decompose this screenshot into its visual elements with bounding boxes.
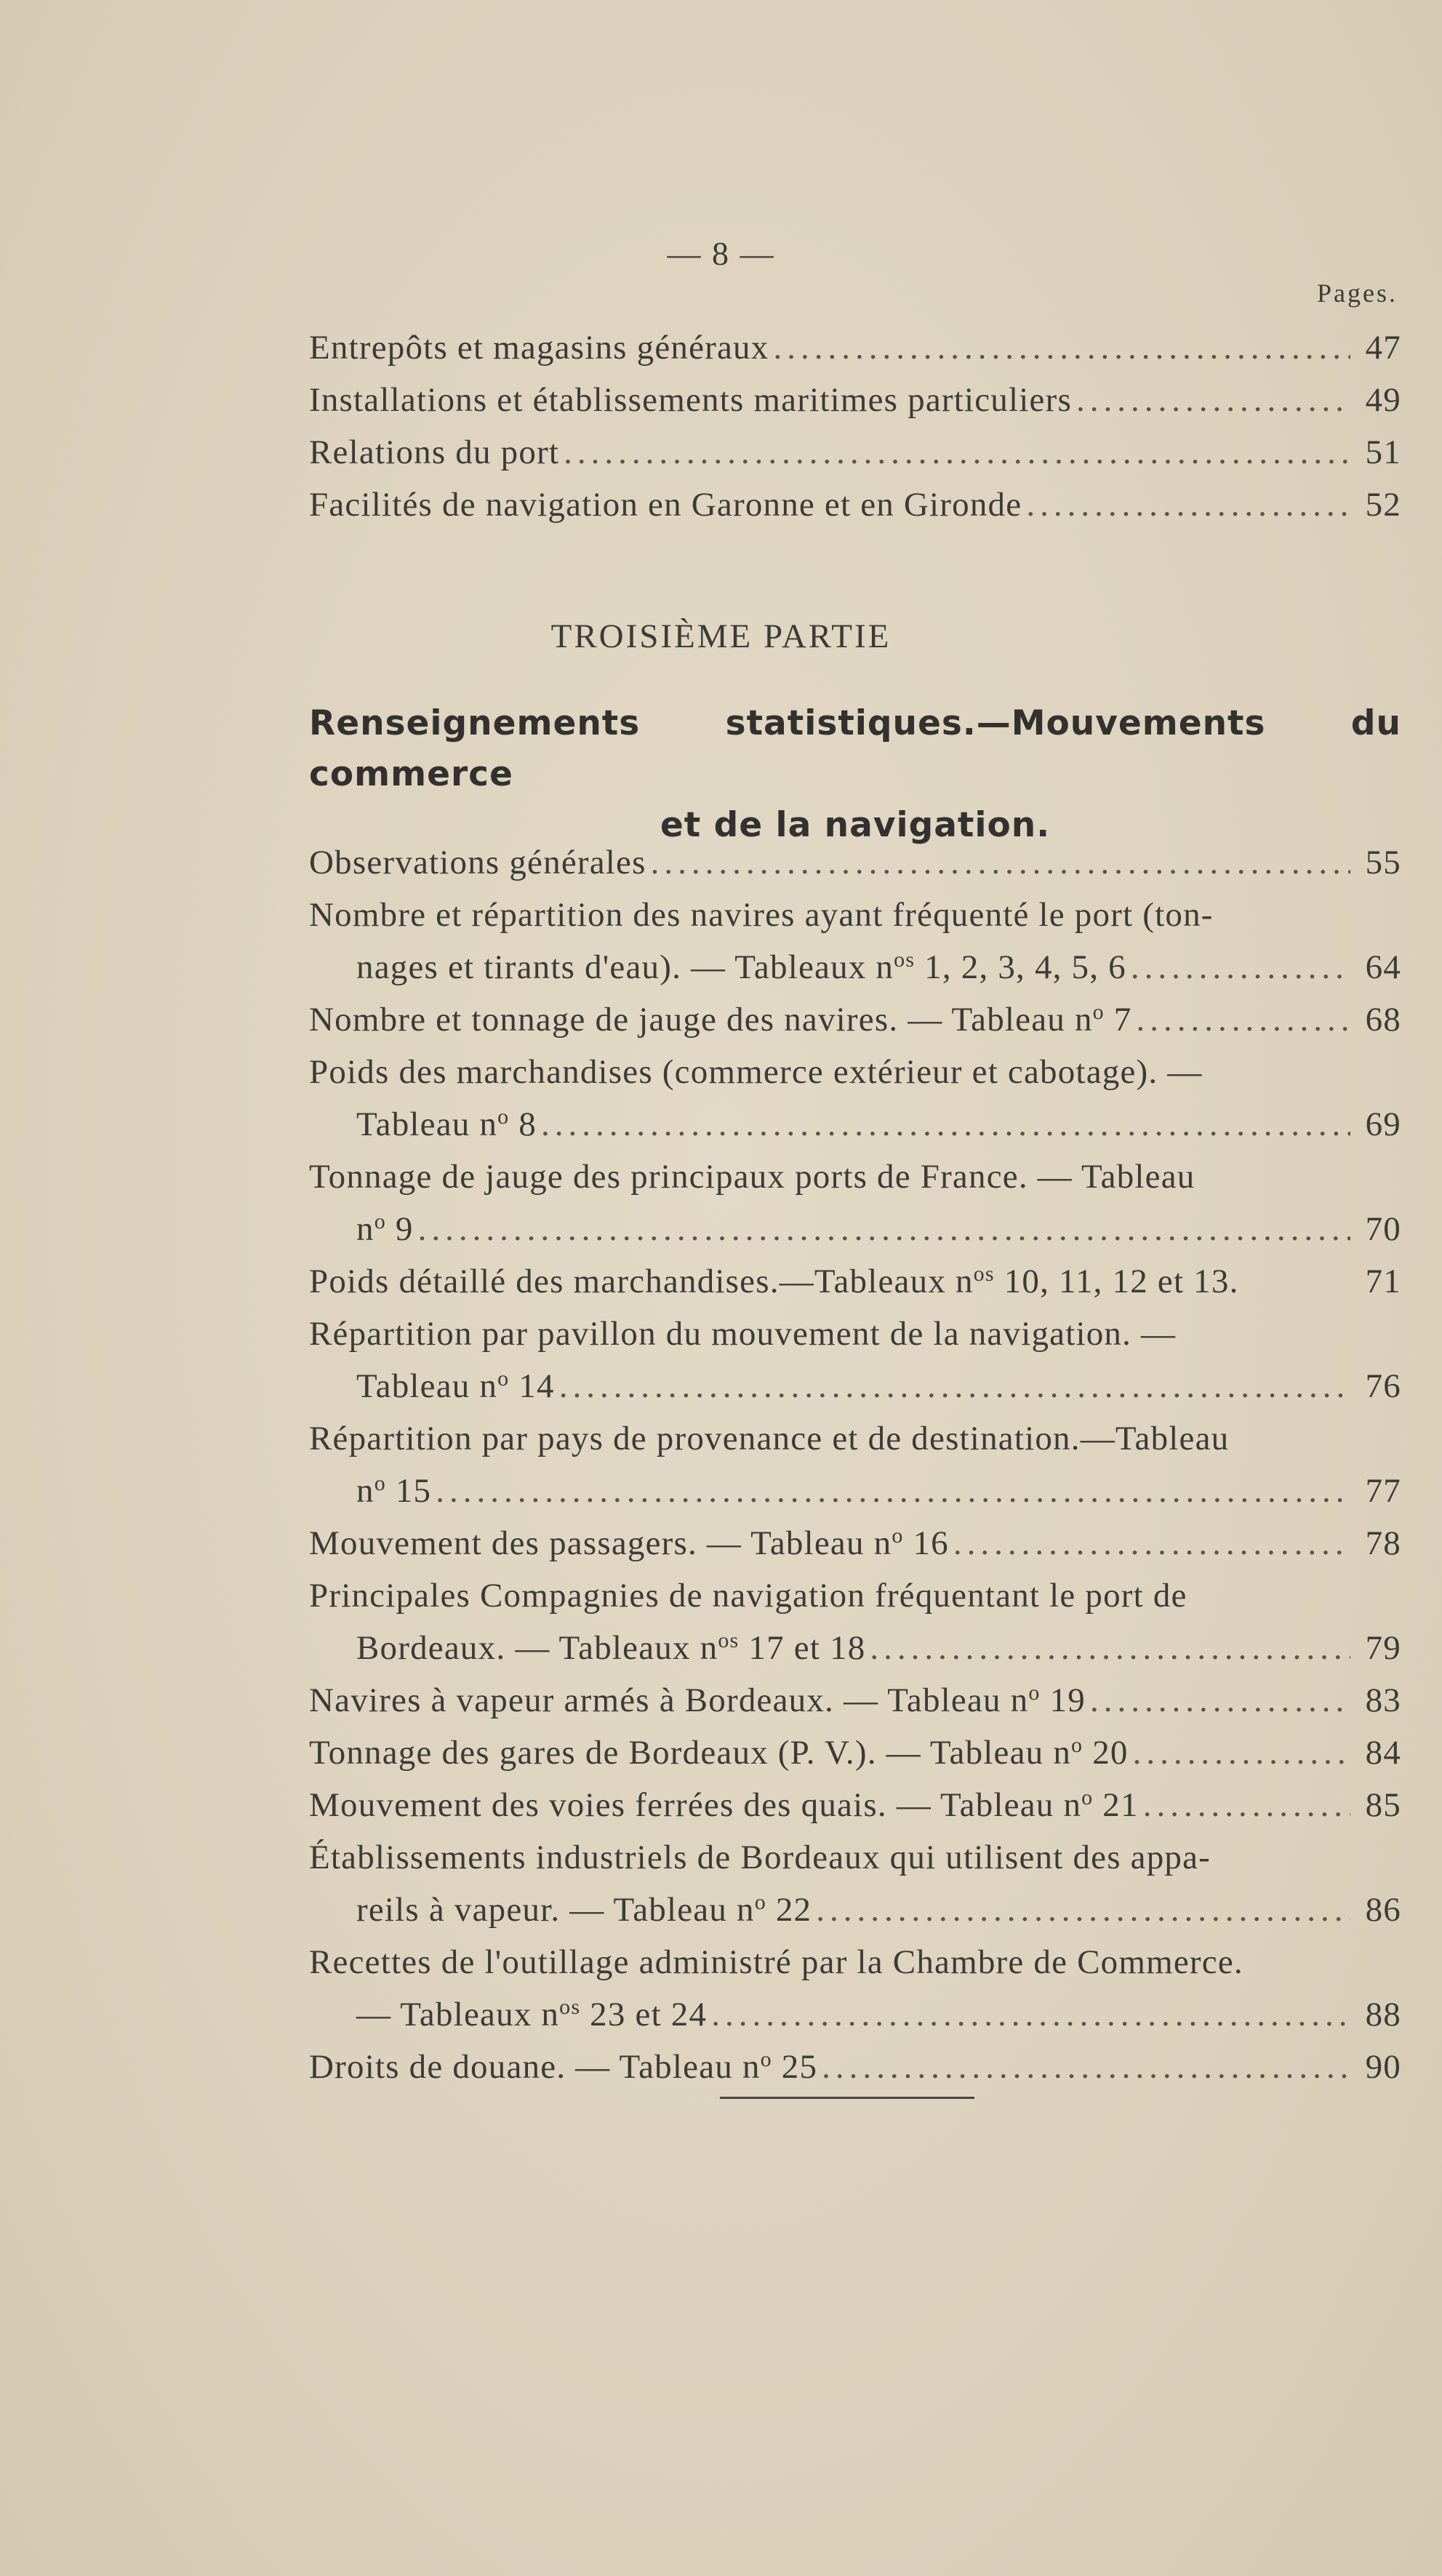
toc-entry — [309, 1308, 1401, 1412]
pages-column-heading: Pages. — [1317, 279, 1398, 308]
section-heading-line-2: et de la navigation. — [660, 805, 1051, 845]
toc-entry — [309, 1674, 1401, 1727]
leader-dots — [1086, 1674, 1350, 1727]
toc-entry — [309, 1517, 1401, 1569]
toc-entry — [309, 374, 1401, 426]
toc-entry — [309, 836, 1401, 889]
toc-entry-text: Installations et établissements maritimes particuliers — [309, 381, 1072, 419]
toc-entry — [309, 1831, 1401, 1936]
toc-entry-text: Navires à vapeur armés à Bordeaux. — Tableau $n^o$ 19 — [309, 1681, 1086, 1719]
toc-entry-text: Mouvement des voies ferrées des quais. — Tableau $n^o$ 21 — [309, 1785, 1139, 1824]
toc-entry-text: Relations du port — [309, 433, 560, 471]
toc-entry-text: Poids détaillé des marchandises.—Tableaux $n^{os}$ 10, 11, 12 et 13. — [309, 1262, 1239, 1300]
toc-entry-page: 76 — [1365, 1367, 1401, 1405]
toc-entry — [309, 426, 1401, 479]
toc-entry-text: Droits de douane. — Tableau $n^o$ 25 — [309, 2047, 818, 2086]
toc-entry — [309, 1569, 1401, 1674]
toc-entry — [309, 993, 1401, 1046]
toc-entry-text: Bordeaux. — Tableaux $n^{os}$ 17 et 18 — [356, 1628, 866, 1667]
toc-entry-text: Observations générales — [309, 844, 646, 881]
section-heading-line-1: Renseignements statistiques.—Mouvements du commerce — [309, 703, 1401, 794]
toc-entry-text: Tableau $n^o$ 8 — [356, 1105, 537, 1143]
end-rule — [720, 2097, 974, 2099]
toc-entry — [309, 1255, 1401, 1308]
leader-dots — [431, 1465, 1350, 1517]
toc-entry-page: 68 — [1365, 1001, 1401, 1039]
toc-entry-page: 70 — [1365, 1210, 1401, 1248]
toc-entry-text: Répartition par pavillon du mouvement de la navigation. — — [309, 1315, 1177, 1353]
leader-dots — [1126, 941, 1350, 993]
page-number: — 8 — — [667, 235, 775, 272]
toc-entry — [309, 1151, 1401, 1255]
leader-dots — [537, 1098, 1350, 1151]
leader-dots — [707, 1988, 1350, 2041]
toc-entry-page: 84 — [1365, 1734, 1401, 1772]
toc-entry-page: 51 — [1365, 433, 1401, 471]
toc-entry-page: 49 — [1365, 381, 1401, 419]
toc-entry — [309, 321, 1401, 374]
toc-entry-text: reils à vapeur. — Tableau $n^o$ 22 — [356, 1890, 812, 1929]
toc-entry-page: 78 — [1365, 1524, 1401, 1562]
leader-dots — [414, 1203, 1350, 1255]
toc-list-main — [309, 836, 1401, 2093]
toc-entry-text: Nombre et tonnage de jauge des navires. — Tableau $n^o$ 7 — [309, 1000, 1132, 1039]
part-title: TROISIÈME PARTIE — [550, 617, 892, 655]
toc-entry-page: 47 — [1365, 329, 1401, 367]
toc-entry — [309, 1727, 1401, 1779]
toc-entry-text: Tableau $n^o$ 14 — [356, 1367, 555, 1405]
toc-entry-text: Poids des marchandises (commerce extérieur et cabotage). — — [309, 1053, 1203, 1091]
toc-entry — [309, 889, 1401, 993]
leader-dots — [555, 1360, 1350, 1412]
toc-entry-text: Mouvement des passagers. — Tableau $n^o$ 16 — [309, 1524, 949, 1562]
leader-dots — [1139, 1779, 1350, 1831]
leader-dots — [1072, 374, 1350, 426]
toc-entry-text: $n^o$ 9 — [356, 1209, 414, 1248]
leader-dots — [1132, 993, 1350, 1046]
leader-dots — [1022, 479, 1350, 531]
toc-entry-page: 86 — [1365, 1891, 1401, 1929]
toc-entry-text: Recettes de l'outillage administré par la Chambre de Commerce. — [309, 1943, 1243, 1981]
toc-entry-text: Principales Compagnies de navigation fréquentant le port de — [309, 1577, 1187, 1615]
toc-entry — [309, 479, 1401, 531]
leader-dots — [817, 2041, 1350, 2093]
toc-entry-text: — Tableaux $n^{os}$ 23 et 24 — [356, 1995, 708, 2033]
leader-dots — [769, 321, 1350, 374]
toc-entry-page: 77 — [1365, 1472, 1401, 1510]
toc-entry — [309, 1412, 1401, 1517]
leader-dots — [812, 1884, 1350, 1936]
toc-list-top — [309, 321, 1401, 531]
toc-entry-page: 55 — [1365, 844, 1401, 881]
toc-entry-text: Facilités de navigation en Garonne et en Gironde — [309, 486, 1022, 524]
toc-entry-text: Répartition par pays de provenance et de destination.—Tableau — [309, 1420, 1230, 1457]
toc-entry-text: Tonnage des gares de Bordeaux (P. V.). — Tableau $n^o$ 20 — [309, 1733, 1129, 1772]
toc-entry — [309, 1779, 1401, 1831]
leader-dots — [559, 426, 1350, 479]
toc-entry-page: 64 — [1365, 948, 1401, 986]
toc-entry-page: 69 — [1365, 1105, 1401, 1143]
toc-entry-text: Entrepôts et magasins généraux — [309, 329, 769, 367]
toc-entry-page: 83 — [1365, 1681, 1401, 1719]
toc-entry — [309, 1936, 1401, 2041]
toc-entry-page: 71 — [1365, 1263, 1401, 1300]
toc-entry-page: 88 — [1365, 1996, 1401, 2033]
leader-dots — [865, 1622, 1350, 1674]
toc-entry — [309, 1046, 1401, 1151]
toc-entry-page: 85 — [1365, 1786, 1401, 1824]
toc-entry-text: nages et tirants d'eau). — Tableaux $n^{os}$ 1, 2, 3, 4, 5, 6 — [356, 948, 1126, 986]
toc-entry-text: Établissements industriels de Bordeaux qui utilisent des appa- — [309, 1839, 1211, 1876]
toc-entry-text: $n^o$ 15 — [356, 1471, 432, 1510]
toc-entry-page: 52 — [1365, 486, 1401, 524]
leader-dots — [1129, 1727, 1350, 1779]
leader-dots — [646, 836, 1350, 889]
toc-entry — [309, 2041, 1401, 2093]
toc-entry-page: 90 — [1365, 2048, 1401, 2086]
section-heading — [309, 698, 1401, 851]
toc-entry-text: Nombre et répartition des navires ayant fréquenté le port (ton- — [309, 896, 1214, 934]
toc-entry-text: Tonnage de jauge des principaux ports de France. — Tableau — [309, 1158, 1195, 1196]
leader-dots — [949, 1517, 1350, 1569]
toc-entry-page: 79 — [1365, 1629, 1401, 1667]
